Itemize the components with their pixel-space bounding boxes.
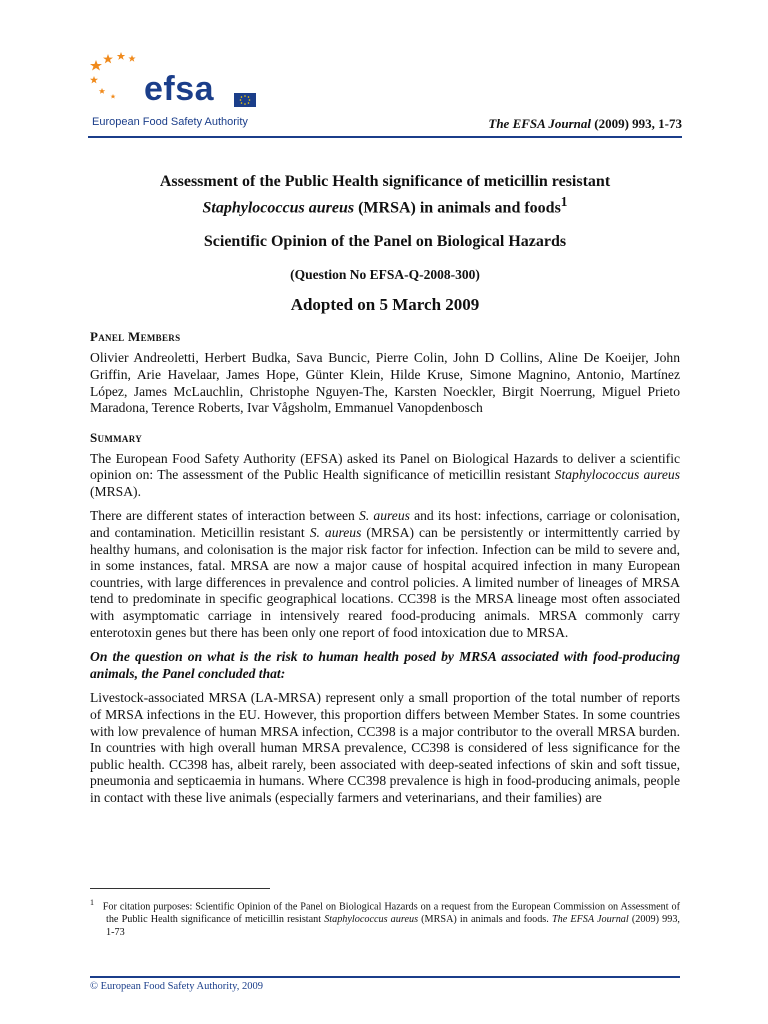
- footer-copyright: © European Food Safety Authority, 2009: [90, 981, 263, 992]
- panel-members-heading: Panel Members: [90, 329, 181, 345]
- summary-paragraph-1: The European Food Safety Authority (EFSA) asked its Panel on Biological Hazards to deliver a scientific opinion on: The assessment of the Public Health significance of meticillin resistant Staphylococcus aureus (MRSA).: [90, 450, 680, 499]
- footnote-divider: [90, 888, 270, 889]
- journal-issue: (2009) 993, 1-73: [591, 116, 682, 131]
- title-footnote-mark[interactable]: 1: [560, 194, 568, 209]
- question-number: (Question No EFSA-Q-2008-300): [290, 267, 480, 283]
- header-divider: [88, 136, 682, 138]
- footnote-1: $^1$ For citation purposes: Scientific Opinion of the Panel on Biological Hazards on a request from the European Commission on Assessment of the Public Health significance of meticillin resistant Staphylococcus aureus (MRSA) in animals and foods. The EFSA Journal (2009) 993, 1-73: [90, 898, 681, 939]
- efsa-logo: [88, 50, 278, 132]
- logo-wordmark: efsa: [144, 70, 215, 108]
- journal-reference: [488, 116, 682, 132]
- logo-subtitle: European Food Safety Authority: [92, 116, 248, 128]
- footer-divider: [90, 976, 680, 978]
- document-title: [90, 172, 680, 218]
- logo-stars-icon: [88, 50, 148, 100]
- panel-members-list: Olivier Andreoletti, Herbert Budka, Sava Buncic, Pierre Colin, John D Collins, Aline De Koeijer, John Griffin, Arie Havelaar, James Hope, Günter Klein, Hilde Kruse, Simone Magnino, Antonio, Martínez López, James McLauchlin, Christophe Nguyen-The, Karsten Noeckler, Birgit Noerrung, Miguel Prieto Maradona, Terence Roberts, Ivar Vågsholm, Emmanuel Vanopdenbosch: [90, 350, 680, 416]
- eu-flag-icon: [234, 93, 256, 107]
- footnote-mark: 1: [90, 898, 94, 907]
- summary-question-paragraph: On the question on what is the risk to human health posed by MRSA associated with food-producing animals, the Panel concluded that:: [90, 649, 680, 681]
- adopted-date: Adopted on 5 March 2009: [290, 295, 480, 315]
- summary-paragraph-2: There are different states of interaction between S. aureus and its host: infections, carriage or colonisation, and contamination. Meticillin resistant S. aureus (MRSA) can be persistently or intermittently carried by healthy humans, and colonisation is the major risk factor for infection. Infection can be mild to severe and, in some instances, fatal. MRSA are now a major cause of hospital acquired infection in many European countries, with large differences in prevalence and control policies. A limited number of lineages of MRSA tend to predominate in specific geographical locations. CC398 is the MRSA lineage most often associated with asymptomatic carriage in intensively reared food-producing animals. MRSA commonly carry enterotoxin genes but there has been only one report of food intoxication due to MRSA.: [90, 508, 680, 640]
- document-subtitle: Scientific Opinion of the Panel on Biological Hazards: [203, 233, 567, 251]
- title-organism: Staphylococcus aureus: [202, 199, 355, 217]
- title-line-2: (MRSA) in animals and foods: [354, 199, 561, 217]
- title-line-1: Assessment of the Public Health significance of meticillin resistant: [159, 173, 611, 190]
- summary-paragraph-3: Livestock-associated MRSA (LA-MRSA) represent only a small proportion of the total number of reports of MRSA infections in the EU. However, this proportion differs between Member States. In some countries with low prevalence of human MRSA infection, CC398 is a major contributor to the overall MRSA burden. In countries with high overall human MRSA prevalence, CC398 is considered of less significance for the public health. CC398 has, albeit rarely, been associated with deep-seated infections of skin and soft tissue, pneumonia and septicaemia in humans. Where CC398 prevalence is high in food-producing animals, people in contact with these live animals (especially farmers and veterinarians, and their families) are: [90, 690, 680, 805]
- summary-heading: Summary: [90, 429, 143, 445]
- journal-name: The EFSA Journal: [488, 116, 591, 131]
- document-body: [90, 172, 680, 807]
